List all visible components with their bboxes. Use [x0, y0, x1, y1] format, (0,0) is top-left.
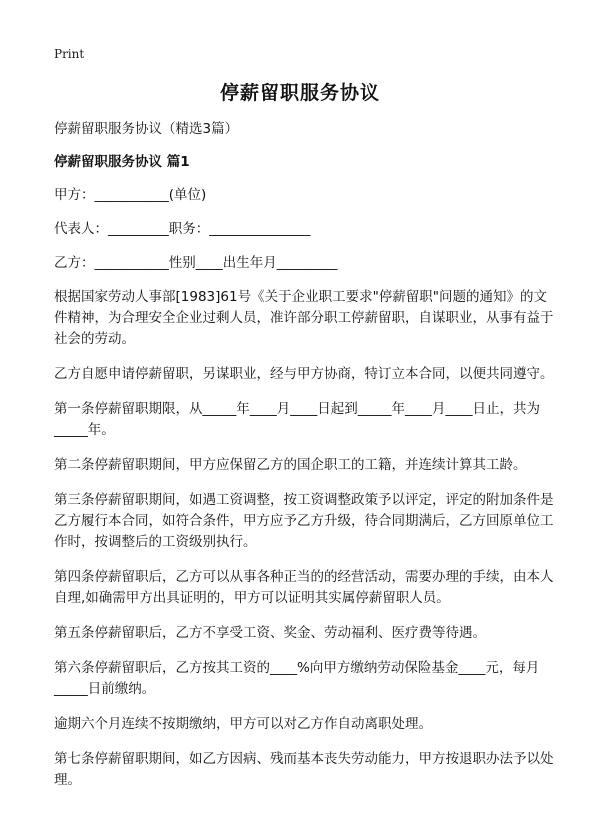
article-4: 第四条停薪留职后，乙方可以从事各种正当的的经营活动，需要办理的手续，由本人自理,如确需甲方出具证明的，甲方可以证明其实属停薪留职人员。: [54, 569, 554, 606]
party-a-line: 甲方：___________(单位): [54, 187, 207, 203]
article-3: 第三条停薪留职期间，如遇工资调整，按工资调整政策予以评定，评定的附加条件是乙方履行本合同，如符合条件，甲方应予乙方升级，待合同期满后，乙方回原单位工作时，按调整后的工资级别执行。: [54, 492, 554, 550]
paragraph-application: 乙方自愿申请停薪留职，另谋职业，经与甲方协商，特订立本合同，以便共同遵守。: [54, 366, 554, 382]
article-1: 第一条停薪留职期限，从_____年____月____日起到_____年____月____日止，共为_____年。: [54, 401, 540, 438]
representative-line: 代表人：_________职务：_______________: [54, 221, 311, 237]
article-2: 第二条停薪留职期间，甲方应保留乙方的国企职工的工籍，并连续计算其工龄。: [54, 457, 527, 473]
article-5: 第五条停薪留职后，乙方不享受工资、奖金、劳动福利、医疗费等待遇。: [54, 625, 486, 641]
paragraph-basis: 根据国家劳动人事部[1983]61号《关于企业职工要求"停薪留职"问题的通知》的文件精神，为合理安全企业过剩人员，准许部分职工停薪留职，自谋职业，从事有益于社会的劳动。: [54, 289, 554, 347]
party-b-line: 乙方：___________性别____出生年月_________: [54, 255, 338, 271]
section-title: 停薪留职服务协议 篇1: [54, 154, 190, 170]
document-title: 停薪留职服务协议: [219, 82, 380, 104]
document-subtitle: 停薪留职服务协议（精选3篇）: [54, 121, 239, 137]
article-7: 第七条停薪留职期间，如乙方因病、残而基本丧失劳动能力，甲方按退职办法予以处理。: [54, 751, 554, 788]
document-body: [54, 119, 554, 805]
article-6: 第六条停薪留职后，乙方按其工资的____%向甲方缴纳劳动保险基金____元，每月_____日前缴纳。: [54, 660, 540, 697]
print-link[interactable]: Print: [54, 47, 85, 61]
paragraph-overdue: 逾期六个月连续不按期缴纳，甲方可以对乙方作自动离职处理。: [54, 716, 432, 732]
